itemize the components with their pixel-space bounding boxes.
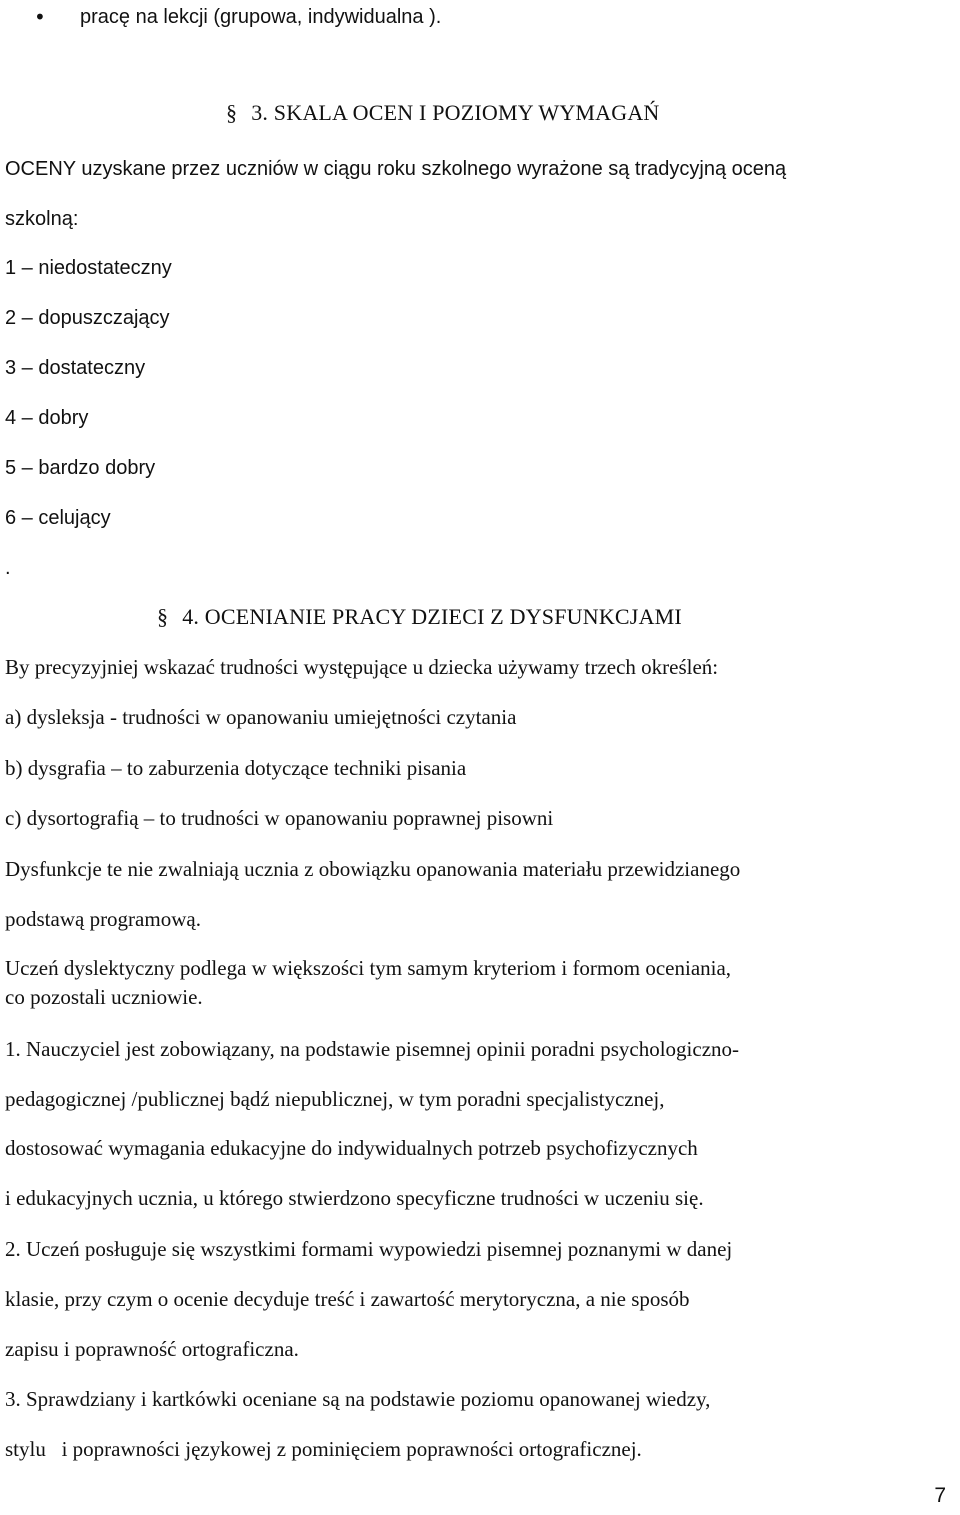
section-3-heading (226, 100, 660, 126)
grade-item: 6 – celujący (5, 507, 111, 529)
section-4-line: i edukacyjnych ucznia, u którego stwierdzono specyficzne trudności w uczeniu się. (5, 1186, 704, 1210)
section-3-title: 3. SKALA OCEN I POZIOMY WYMAGAŃ (251, 100, 660, 125)
section-3-intro-line-2: szkolną: (5, 208, 79, 230)
page-number: 7 (934, 1484, 946, 1507)
section-4-line: Uczeń dyslektyczny podlega w większości tym samym kryteriom i formom oceniania, (5, 956, 732, 980)
section-4-line: 2. Uczeń posługuje się wszystkimi formami wypowiedzi pisemnej poznanymi w danej (5, 1237, 733, 1261)
section-4-title: 4. OCENIANIE PRACY DZIECI Z DYSFUNKCJAMI (182, 604, 682, 629)
section-mark: § (157, 604, 169, 629)
grade-item: 1 – niedostateczny (5, 257, 172, 279)
section-4-line: pedagogicznej /publicznej bądź niepublicznej, w tym poradni specjalistycznej, (5, 1087, 665, 1111)
section-4-heading (157, 604, 682, 630)
section-4-line: a) dysleksja - trudności w opanowaniu umiejętności czytania (5, 705, 517, 729)
section-mark: § (226, 100, 238, 125)
grade-item: 5 – bardzo dobry (5, 457, 156, 479)
grade-item: 3 – dostateczny (5, 357, 146, 379)
grade-item: 2 – dopuszczający (5, 307, 170, 329)
section-4-line: co pozostali uczniowie. (5, 985, 203, 1009)
section-4-line: podstawą programową. (5, 907, 201, 931)
stray-dot: . (5, 557, 11, 579)
section-4-line: c) dysortografią – to trudności w opanowaniu poprawnej pisowni (5, 806, 554, 830)
section-4-line: stylu i poprawności językowej z pominięciem poprawności ortograficznej. (5, 1437, 642, 1461)
section-4-line: dostosować wymagania edukacyjne do indywidualnych potrzeb psychofizycznych (5, 1136, 698, 1160)
bullet-text: pracę na lekcji (grupowa, indywidualna ). (80, 6, 442, 28)
section-3-intro-line-1: OCENY uzyskane przez uczniów w ciągu roku szkolnego wyrażone są tradycyjną oceną (5, 158, 787, 180)
section-4-line: klasie, przy czym o ocenie decyduje treść i zawartość merytoryczna, a nie sposób (5, 1287, 690, 1311)
section-4-line: 1. Nauczyciel jest zobowiązany, na podstawie pisemnej opinii poradni psychologiczno- (5, 1037, 740, 1061)
grade-item: 4 – dobry (5, 407, 89, 429)
section-4-line: zapisu i poprawność ortograficzna. (5, 1337, 299, 1361)
bullet-symbol: • (34, 5, 46, 29)
section-4-line: Dysfunkcje te nie zwalniają ucznia z obowiązku opanowania materiału przewidzianego (5, 857, 741, 881)
section-4-line: b) dysgrafia – to zaburzenia dotyczące techniki pisania (5, 756, 467, 780)
section-4-line: By precyzyjniej wskazać trudności występujące u dziecka używamy trzech określeń: (5, 655, 719, 679)
section-4-line: 3. Sprawdziany i kartkówki oceniane są na podstawie poziomu opanowanej wiedzy, (5, 1387, 711, 1411)
